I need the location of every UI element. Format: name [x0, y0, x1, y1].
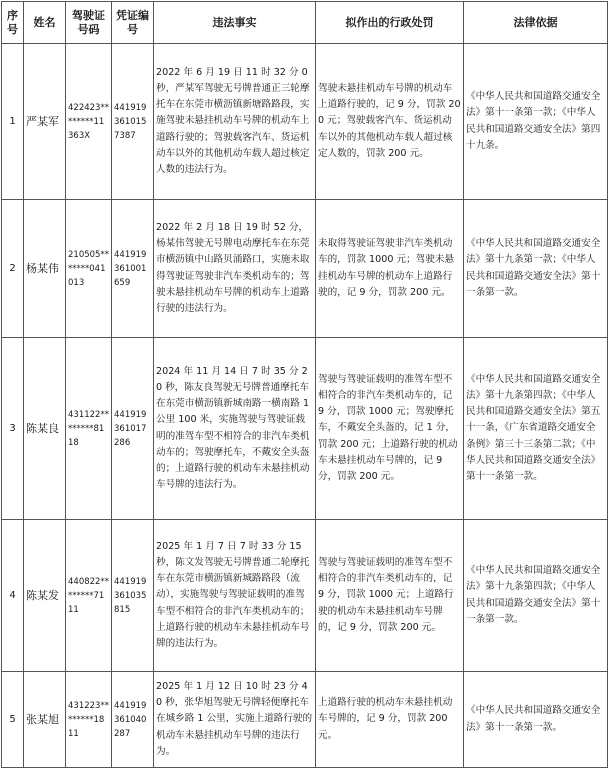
row-name: 张某旭 [24, 672, 66, 768]
row-index: 2 [2, 200, 24, 338]
row-license-number: 440822********7111 [66, 520, 112, 672]
row-license-number: 210505*******041013 [66, 200, 112, 338]
row-violation-facts: 2024 年 11 月 14 日 7 时 35 分 20 秒，陈友良驾驶无号牌普通摩托车在东莞市横沥镇新城南路一横南路 1 公里 100 米，实施驾驶与驾驶证载明的准驾车型不相符合的非汽车类机动车的；驾驶摩托车，不戴安全头盔的；上道路行驶的机动车未悬挂机动车号牌的违法行为。 [154, 338, 316, 520]
header-name: 姓名 [24, 2, 66, 44]
row-proposed-penalty: 驾驶未悬挂机动车号牌的机动车上道路行驶的，记 9 分，罚款 200 元；驾驶载客汽车、货运机动车以外的其他机动车载人超过核定人数的，罚款 200 元。 [316, 44, 464, 200]
row-proposed-penalty: 未取得驾驶证驾驶非汽车类机动车的，罚款 1000 元；驾驶未悬挂机动车号牌的机动车上道路行驶的，记 9 分，罚款 200 元。 [316, 200, 464, 338]
row-proposed-penalty: 上道路行驶的机动车未悬挂机动车号牌的，记 9 分，罚款 200 元。 [316, 672, 464, 768]
row-voucher-number: 4419193610157387 [112, 44, 154, 200]
row-index: 1 [2, 44, 24, 200]
row-voucher-number: 441919361017286 [112, 338, 154, 520]
row-legal-basis: 《中华人民共和国道路交通安全法》第十一条第一款。 [464, 672, 608, 768]
table-row [2, 338, 608, 520]
row-index: 5 [2, 672, 24, 768]
header-legal-basis: 法律依据 [464, 2, 608, 44]
row-violation-facts: 2022 年 6 月 19 日 11 时 32 分 0 秒，严某军驾驶无号牌普通正三轮摩托车在东莞市横沥镇新塘路路段，实施驾驶未悬挂机动车号牌的机动车上道路行驶的；驾驶载客汽车、货运机动车以外的其他机动车载人超过核定人数的违法行为。 [154, 44, 316, 200]
header-index: 序号 [2, 2, 24, 44]
row-voucher-number: 441919361040287 [112, 672, 154, 768]
row-legal-basis: 《中华人民共和国道路交通安全法》第十九条第一款；《中华人民共和国道路交通安全法》第十一条第一款。 [464, 200, 608, 338]
penalty-notice-table [1, 1, 608, 768]
row-violation-facts: 2025 年 1 月 7 日 7 时 33 分 15 秒，陈文发驾驶无号牌普通二轮摩托车在东莞市横沥镇新城路路段（流动），实施驾驶与驾驶证载明的准驾车型不相符合的非汽车类机动车的；上道路行驶的机动车未悬挂机动车号牌的违法行为。 [154, 520, 316, 672]
row-name: 陈某良 [24, 338, 66, 520]
row-proposed-penalty: 驾驶与驾驶证载明的准驾车型不相符合的非汽车类机动车的，记 9 分，罚款 1000 元；驾驶摩托车，不戴安全头盔的，记 1 分，罚款 200 元；上道路行驶的机动车未悬挂机动车号牌的，记 9 分，罚款 200 元。 [316, 338, 464, 520]
table-row [2, 44, 608, 200]
row-name: 严某军 [24, 44, 66, 200]
header-row [2, 2, 608, 44]
row-name: 杨某伟 [24, 200, 66, 338]
row-legal-basis: 《中华人民共和国道路交通安全法》第十九条第四款；《中华人民共和国道路交通安全法》第十一条第一款。 [464, 520, 608, 672]
row-legal-basis: 《中华人民共和国道路交通安全法》第十一条第一款；《中华人民共和国道路交通安全法》第四十九条。 [464, 44, 608, 200]
row-violation-facts: 2025 年 1 月 12 日 10 时 23 分 40 秒，张华旭驾驶无号牌轻便摩托车在城乡路 1 公里，实施上道路行驶的机动车未悬挂机动车号牌的违法行为。 [154, 672, 316, 768]
row-voucher-number: 441919361001659 [112, 200, 154, 338]
header-proposed-penalty: 拟作出的行政处罚 [316, 2, 464, 44]
header-voucher-number: 凭证编号 [112, 2, 154, 44]
row-name: 陈某发 [24, 520, 66, 672]
row-legal-basis: 《中华人民共和国道路交通安全法》第十九条第四款；《中华人民共和国道路交通安全法》第五十一条，《广东省道路交通安全条例》第三十三条第二款；《中华人民共和国道路交通安全法》第十一条第一款。 [464, 338, 608, 520]
row-license-number: 431122********8118 [66, 338, 112, 520]
header-violation-facts: 违法事实 [154, 2, 316, 44]
table-row [2, 520, 608, 672]
row-license-number: 422423********11363X [66, 44, 112, 200]
row-violation-facts: 2022 年 2 月 18 日 19 时 52 分，杨某伟驾驶无号牌电动摩托车在东莞市横沥镇中山路贝涌路口，实施未取得驾驶证驾驶非汽车类机动车的；驾驶未悬挂机动车号牌的机动车上道路行驶的违法行为。 [154, 200, 316, 338]
row-index: 3 [2, 338, 24, 520]
table-row [2, 672, 608, 768]
row-license-number: 431223********1811 [66, 672, 112, 768]
row-proposed-penalty: 驾驶与驾驶证载明的准驾车型不相符合的非汽车类机动车的，记 9 分，罚款 1000 元；上道路行驶的机动车未悬挂机动车号牌的，记 9 分，罚款 200 元。 [316, 520, 464, 672]
row-index: 4 [2, 520, 24, 672]
row-voucher-number: 441919361035815 [112, 520, 154, 672]
header-license-number: 驾驶证号码 [66, 2, 112, 44]
table-row [2, 200, 608, 338]
